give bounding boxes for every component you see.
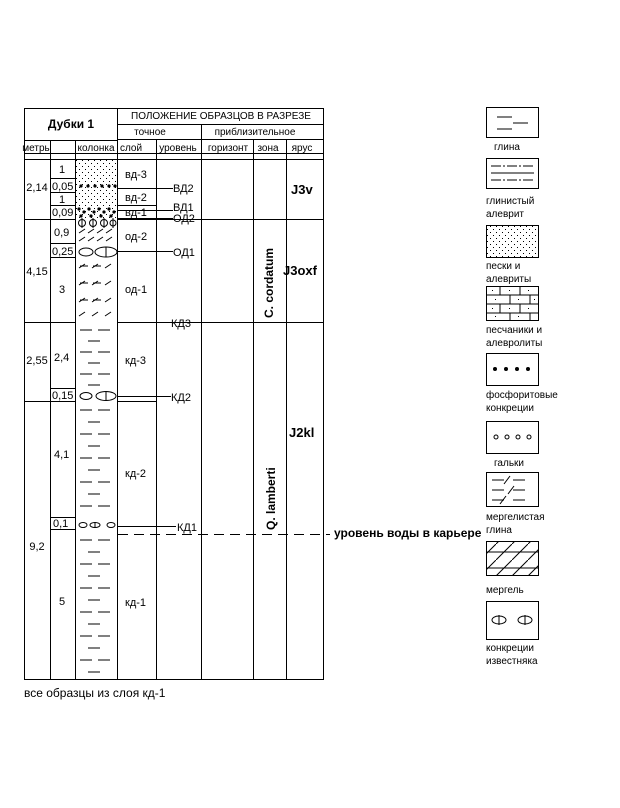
header-positions: ПОЛОЖЕНИЕ ОБРАЗЦОВ В РАЗРЕЗЕ xyxy=(131,111,311,122)
clay-dashes xyxy=(80,330,110,672)
bed-thickness: 0,05 xyxy=(52,181,74,193)
marl-icon xyxy=(487,542,539,576)
layer-name: кд-2 xyxy=(125,468,147,480)
pebble-icon xyxy=(487,422,539,454)
zone-labels xyxy=(262,248,278,530)
legend xyxy=(487,108,539,640)
layer-name: вд-3 xyxy=(125,169,147,181)
legend-label: мергелистая xyxy=(486,512,545,523)
stage-label: J2kl xyxy=(289,425,315,440)
marly-clay-bed xyxy=(79,229,112,316)
section-title: Дубки 1 xyxy=(47,117,95,131)
bed-thickness: 3 xyxy=(59,284,66,296)
legend-label: пески и xyxy=(486,261,521,272)
layer-name: од-2 xyxy=(125,231,148,243)
phosphorite-icon xyxy=(487,354,539,386)
unit-thickness: 2,14 xyxy=(26,182,48,194)
sample-label: КД3 xyxy=(171,318,191,330)
header-approx: приблизительное xyxy=(214,127,296,138)
bed-thickness: 2,4 xyxy=(54,352,70,364)
legend-label: глина xyxy=(494,142,520,153)
legend-label: алевролиты xyxy=(486,338,543,349)
unit-thickness: 2,55 xyxy=(26,355,48,367)
legend-label: гальки xyxy=(494,458,524,469)
phi-concretions xyxy=(79,218,117,228)
bed-thickness: 0,09 xyxy=(52,207,74,219)
sample-label: ОД2 xyxy=(173,213,195,225)
bed-thickness: 5 xyxy=(59,596,66,608)
kd1-concretion-bed xyxy=(79,522,115,528)
layer-name: кд-1 xyxy=(125,597,147,609)
bed-thickness: 0,25 xyxy=(52,246,74,258)
table-header xyxy=(22,111,312,154)
limestone-concretion-icon xyxy=(487,602,539,640)
layer-name: вд-2 xyxy=(125,192,147,204)
bed-thickness: 0,1 xyxy=(53,518,69,530)
unit-thickness: 9,2 xyxy=(29,541,45,553)
legend-label: конкреции xyxy=(486,403,534,414)
zone-cordatum: C. cordatum xyxy=(262,247,276,318)
legend-labels xyxy=(486,142,558,667)
sample-label: КД1 xyxy=(177,522,197,534)
bed-thickness: 0,9 xyxy=(54,227,70,239)
header-zone: зона xyxy=(257,143,279,154)
sample-label: КД2 xyxy=(171,392,191,404)
clayey-silt-icon xyxy=(487,159,539,189)
header-meters: метры xyxy=(22,143,52,154)
stage-label: J3oxf xyxy=(283,263,317,278)
header-stage: ярус xyxy=(291,143,313,154)
bed-thicknesses xyxy=(52,164,73,608)
marly-clay-icon xyxy=(487,473,539,507)
footnote: все образцы из слоя кд-1 xyxy=(24,686,166,700)
legend-label: алеврит xyxy=(486,209,524,220)
legend-label: песчаники и xyxy=(486,325,543,336)
unit-thickness: 4,15 xyxy=(26,266,48,278)
water-level-label: уровень воды в карьере xyxy=(334,526,482,540)
bed-thickness: 1 xyxy=(59,194,66,206)
zone-lamberti: Q. lamberti xyxy=(264,467,278,530)
header-column: колонка xyxy=(77,143,115,154)
legend-label: известняка xyxy=(486,656,538,667)
sample-label: ВД1 xyxy=(173,202,194,214)
clay-icon xyxy=(487,108,539,138)
lithology-column xyxy=(76,160,117,672)
legend-label: глинистый xyxy=(486,196,535,207)
header-layer: слой xyxy=(119,143,143,154)
legend-label: конкреции xyxy=(486,643,534,654)
bed-thickness: 0,15 xyxy=(52,390,74,402)
sand-silt-icon xyxy=(487,226,539,258)
legend-label: глина xyxy=(486,525,512,536)
layer-name: вд-1 xyxy=(125,207,147,219)
limestone-concretion xyxy=(79,247,117,401)
sample-label: ВД2 xyxy=(173,183,194,195)
bed-thickness: 4,1 xyxy=(54,449,70,461)
header-horizon: горизонт xyxy=(207,143,249,154)
header-exact: точное xyxy=(134,127,166,138)
unit-thicknesses xyxy=(26,182,47,553)
stage-labels xyxy=(283,182,318,440)
bed-thickness: 1 xyxy=(59,164,66,176)
legend-label: мергель xyxy=(486,585,524,596)
legend-label: алевриты xyxy=(486,274,532,285)
sandstone-icon xyxy=(487,287,539,321)
layer-name: кд-3 xyxy=(125,355,147,367)
layer-names xyxy=(125,169,147,609)
stage-label: J3v xyxy=(291,182,313,197)
header-level: уровень xyxy=(159,143,197,154)
sand-bed-top xyxy=(76,160,117,219)
legend-label: фосфоритовые xyxy=(486,390,558,401)
layer-name: од-1 xyxy=(125,284,148,296)
sample-labels xyxy=(171,183,197,534)
sample-label: ОД1 xyxy=(173,247,195,259)
